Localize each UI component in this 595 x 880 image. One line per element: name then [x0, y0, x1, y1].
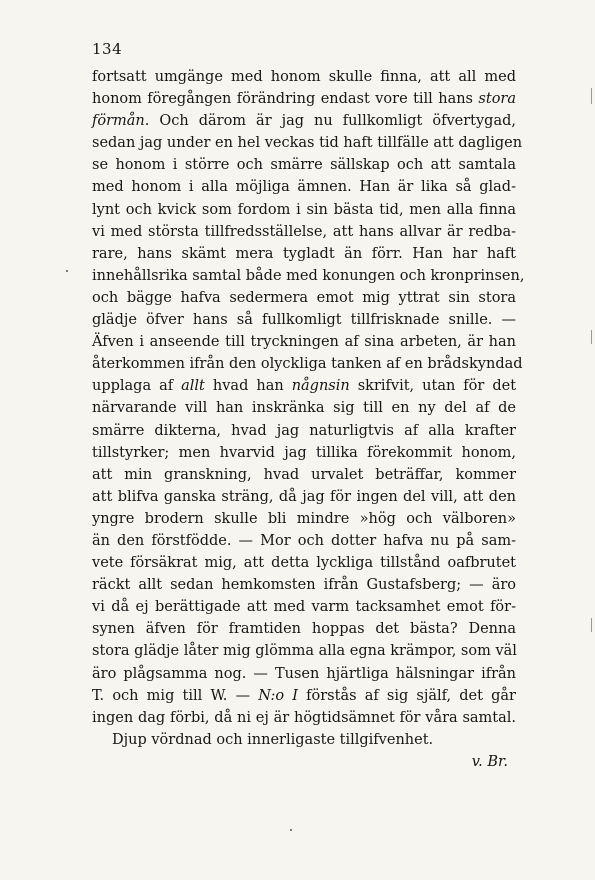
text-line: [92, 221, 516, 243]
text-run: smärre dikterna, hvad jag naturligtvis af alla krafter: [92, 422, 516, 439]
margin-mark: [290, 829, 292, 831]
text-run: återkommen ifrån den olyckliga tanken af en brådskyndad: [92, 356, 523, 373]
text-run: fortsatt umgänge med honom skulle finna, att all med: [92, 69, 516, 85]
text-run: synen äfven för framtiden hoppas det bästa? Denna: [92, 621, 516, 638]
text-line: [92, 132, 523, 154]
signature: v. Br.: [471, 753, 508, 770]
italic-text-run: förmån.: [92, 113, 150, 130]
text-line: [92, 110, 516, 132]
text-run: och bägge hafva sedermera emot mig yttrat sin stora: [92, 289, 516, 306]
italic-text-run: N:o I: [258, 687, 298, 704]
italic-text-run: någnsin: [291, 378, 350, 395]
text-line: [92, 397, 516, 419]
text-line: [92, 486, 516, 508]
text-line: [92, 464, 516, 486]
page-edge-mark: [591, 88, 592, 104]
italic-text-run: allt: [181, 378, 205, 395]
text-line: [92, 574, 516, 596]
text-line: [92, 243, 516, 265]
text-run: med honom i alla möjliga ämnen. Han är lika så glad-: [92, 179, 516, 196]
italic-text-run: stora: [478, 91, 516, 108]
text-run: yngre brodern skulle bli mindre »hög och välboren»: [92, 510, 516, 527]
text-line: [92, 331, 516, 353]
text-line: [92, 663, 516, 685]
text-run: rare, hans skämt mera tygladt än förr. Han har haft: [92, 245, 516, 262]
text-line: [92, 707, 516, 729]
text-line: [92, 309, 516, 331]
text-line: [92, 685, 516, 707]
text-line: [92, 88, 516, 110]
text-run: Äfven i anseende till tryckningen af sina arbeten, är han: [92, 334, 516, 351]
closing-line: Djup vördnad och innerligaste tillgifvenhet.: [112, 731, 434, 748]
page-number: 134: [92, 40, 123, 58]
text-run: ingen dag förbi, då ni ej är högtidsämnet för våra samtal.: [92, 709, 516, 726]
text-run: stora glädje låter mig glömma alla egna krämpor, som väl: [92, 643, 517, 660]
text-run: vi då ej berättigade att med varm tacksamhet emot för-: [92, 599, 516, 616]
text-line: [92, 287, 516, 309]
text-line: [92, 508, 516, 530]
text-run: äro plågsamma nog. — Tusen hjärtliga hälsningar ifrån: [92, 665, 516, 682]
text-run: närvarande vill han inskränka sig till en ny del af de: [92, 400, 516, 417]
text-run: lynt och kvick som fordom i sin bästa tid, men alla finna: [92, 201, 516, 218]
text-line: [92, 199, 516, 221]
text-line: [92, 375, 516, 397]
text-line: [92, 552, 516, 574]
text-run: honom föregången förändring endast vore till hans: [92, 91, 479, 108]
text-run: att min granskning, hvad urvalet beträffar, kommer: [92, 466, 516, 483]
text-run: skrifvit, utan för det: [349, 378, 517, 395]
text-line: [92, 442, 516, 464]
letter-text: [92, 66, 525, 773]
text-line: [92, 176, 516, 198]
text-line: [92, 530, 516, 552]
text-run: sedan jag under en hel veckas tid haft tillfälle att dagligen: [92, 135, 523, 152]
text-run: hvad han: [204, 378, 292, 395]
margin-mark: [66, 270, 68, 272]
text-run: upplaga af: [92, 378, 182, 395]
text-run: tillstyrker; men hvarvid jag tillika förekommit honom,: [92, 444, 516, 461]
text-line: [92, 265, 525, 287]
text-run: glädje öfver hans så fullkomligt tillfrisknade snille. —: [92, 312, 516, 329]
text-run: att blifva ganska sträng, då jag för ingen del vill, att den: [92, 488, 516, 505]
text-run: Och därom är jag nu fullkomligt öfvertygad,: [149, 113, 516, 130]
text-line: [92, 618, 516, 640]
text-run: vete försäkrat mig, att detta lyckliga tillstånd oafbrutet: [92, 555, 516, 572]
text-line: [92, 353, 523, 375]
page-edge-mark: [591, 330, 592, 344]
text-run: förstås af sig själf, det går: [297, 687, 516, 704]
text-run: innehållsrika samtal både med konungen och kronprinsen,: [92, 267, 525, 284]
text-line: [92, 154, 516, 176]
text-line: [92, 66, 516, 88]
text-line: [92, 640, 516, 662]
text-line: [92, 596, 516, 618]
text-run: T. och mig till W. —: [92, 687, 259, 704]
text-run: se honom i större och smärre sällskap och att samtala: [92, 157, 516, 174]
page-edge-mark: [591, 618, 592, 632]
text-run: vi med största tillfredsställelse, att hans allvar är redba-: [92, 223, 516, 240]
text-run: än den förstfödde. — Mor och dotter hafva nu på sam-: [92, 532, 516, 549]
text-run: räckt allt sedan hemkomsten ifrån Gustafsberg; — äro: [92, 577, 516, 594]
text-line: [92, 420, 516, 442]
